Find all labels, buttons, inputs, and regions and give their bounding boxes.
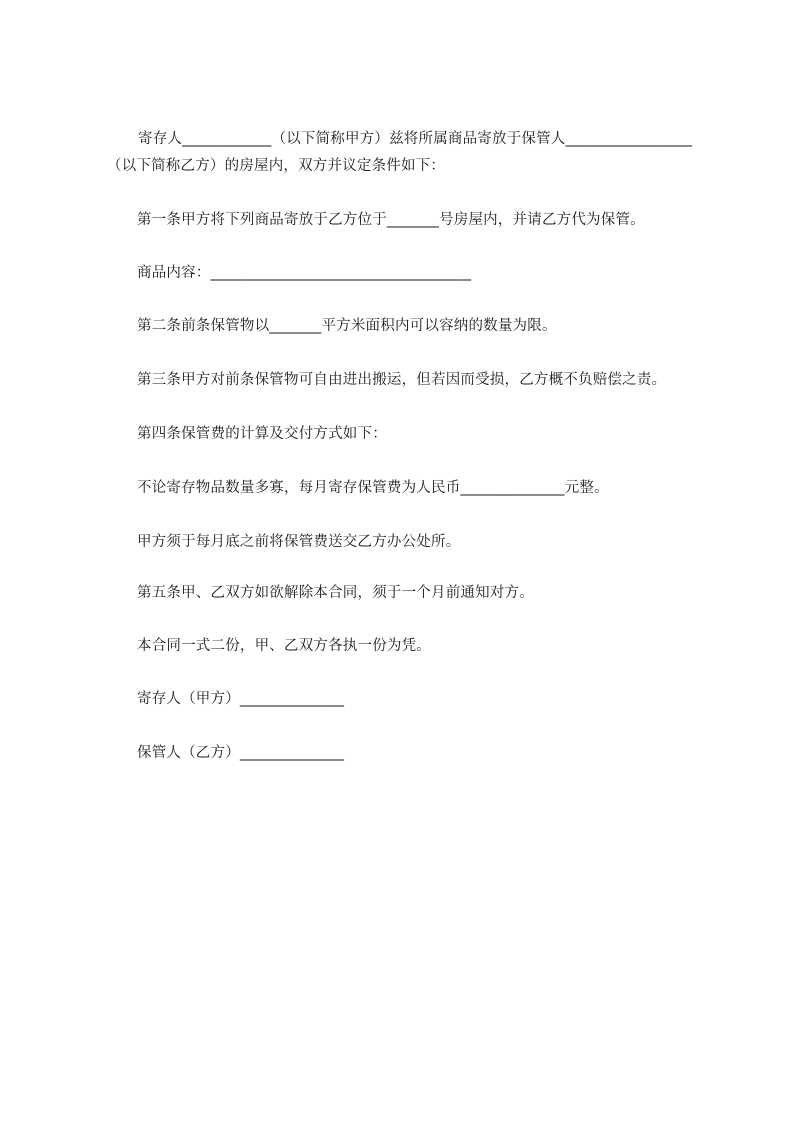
depositor-signature-line: 寄存人（甲方）______________	[137, 691, 345, 707]
article-2: 第二条前条保管物以_______平方米面积内可以容纳的数量为限。	[137, 318, 557, 334]
intro-line-2: （以下简称乙方）的房屋内，双方并议定条件如下：	[107, 158, 446, 174]
intro-paragraph	[107, 126, 707, 180]
intro-line-1: 寄存人____________（以下简称甲方）兹将所属商品寄放于保管人_________________	[138, 131, 693, 147]
fee-clause: 不论寄存物品数量多寡，每月寄存保管费为人民币______________元整。	[137, 480, 609, 496]
fee-due-clause: 甲方须于每月底之前将保管费送交乙方办公处所。	[137, 534, 461, 550]
article-1: 第一条甲方将下列商品寄放于乙方位于_______号房屋内，并请乙方代为保管。	[137, 212, 645, 228]
article-4: 第四条保管费的计算及交付方式如下：	[137, 426, 387, 442]
article-5: 第五条甲、乙双方如欲解除本合同，须于一个月前通知对方。	[137, 585, 534, 601]
goods-content: 商品内容：___________________________________	[137, 265, 472, 281]
keeper-signature-line: 保管人（乙方）______________	[137, 745, 345, 761]
article-3: 第三条甲方对前条保管物可自由进出搬运，但若因而受损，乙方概不负赔偿之责。	[137, 372, 667, 388]
copies-clause: 本合同一式二份，甲、乙双方各执一份为凭。	[137, 638, 431, 654]
